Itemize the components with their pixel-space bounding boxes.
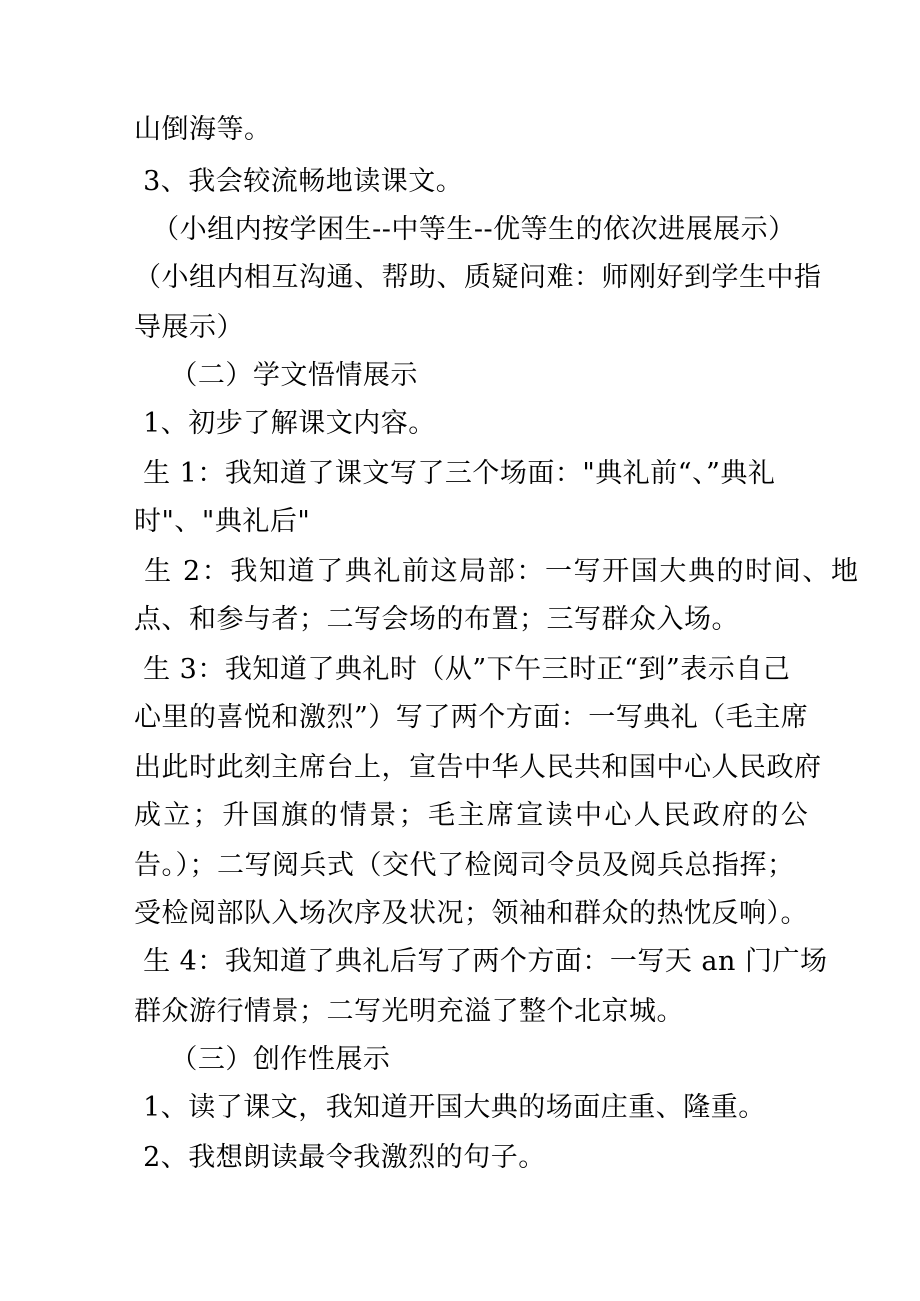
text-line: 生 4：我知道了典礼后写了两个方面：一写天 an 门广场: [134, 946, 828, 977]
text-line: 告。）；二写阅兵式（交代了检阅司令员及阅兵总指挥；: [134, 850, 795, 881]
text-line: 1、读了课文，我知道开国大典的场面庄重、隆重。: [134, 1092, 766, 1123]
section-heading: （二）学文悟情展示: [134, 360, 418, 391]
text-line: 受检阅部队入场次序及状况；领袖和群众的热忱反响）。: [134, 898, 808, 929]
text-line: 生 2：我知道了典礼前这局部：一写开国大典的时间、地: [134, 556, 860, 587]
text-line: （小组内相互沟通、帮助、质疑问难：师刚好到学生中指: [134, 262, 822, 293]
text-line: 生 1：我知道了课文写了三个场面："典礼前“、”典礼: [134, 458, 776, 489]
text-line: （小组内按学困生--中等生--优等生的依次进展展示）: [134, 214, 796, 245]
text-line: 心里的喜悦和激烈”）写了两个方面：一写典礼（毛主席: [134, 702, 809, 733]
text-line: 山倒海等。: [134, 114, 272, 145]
text-line: 导展示）: [134, 312, 244, 343]
text-line: 点、和参与者；二写会场的布置；三写群众入场。: [134, 604, 739, 635]
text-line: 2、我想朗读最令我激烈的句子。: [134, 1142, 546, 1173]
text-line: 成立；升国旗的情景；毛主席宣读中心人民政府的公: [134, 800, 811, 831]
section-heading: （三）创作性展示: [134, 1044, 391, 1075]
text-line: 3、我会较流畅地读课文。: [134, 166, 464, 197]
text-line: 生 3：我知道了典礼时（从”下午三时正“到”表示自己: [134, 654, 791, 685]
text-line: 1、初步了解课文内容。: [134, 408, 436, 439]
text-line: 时"、"典礼后": [134, 506, 311, 537]
text-line: 群众游行情景；二写光明充溢了整个北京城。: [134, 996, 684, 1027]
text-line: 出此时此刻主席台上，宣告中华人民共和国中心人民政府: [134, 752, 822, 783]
